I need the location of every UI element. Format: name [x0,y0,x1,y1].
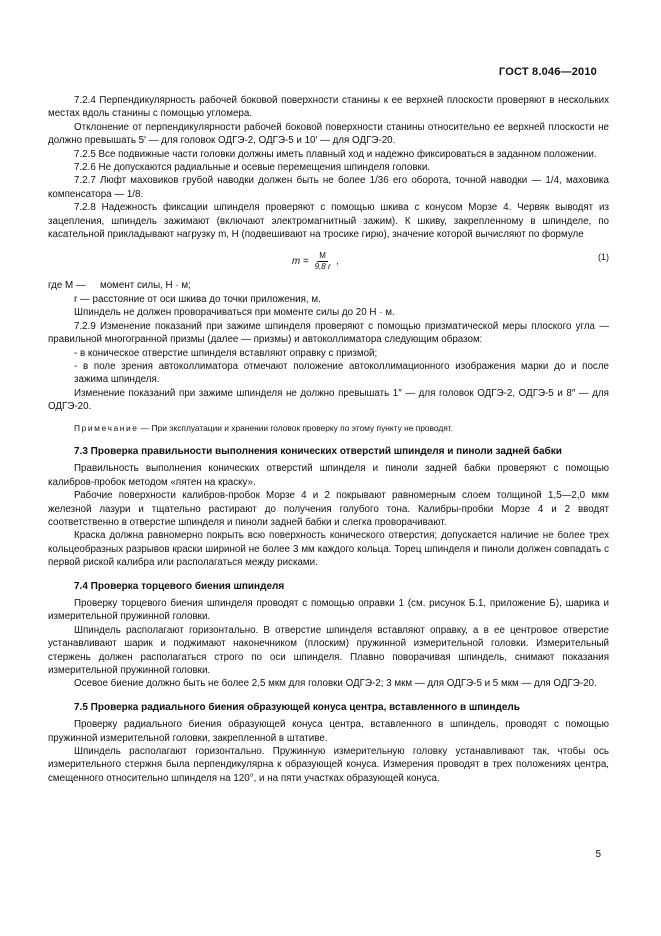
paragraph-7-2-7: 7.2.7 Люфт маховиков грубой наводки должен быть не более 1/36 его оборота, точной наводки — 1/4, маховика компенсатора — 1/8. [48,175,609,200]
paragraph-7-3-b: Рабочие поверхности калибров-пробок Морзе 4 и 2 покрывают равномерным слоем толщиной 1,5—2,0 мкм железной лазури и тщательно растирают до получения голубого тона. Калибры-пробки Морзе 4 и 2 вводят соответственно в отверстие шпинделя и пиноли задней бабки и слегка проворачивают. [48,490,609,528]
paragraph-7-2-4: 7.2.4 Перпендикулярность рабочей боковой поверхности станины к ее верхней плоскости проверяют в нескольких местах вдоль станины с помощью угломера. [48,95,609,120]
formula-number: (1) [598,252,609,263]
section-7-4-heading: 7.4 Проверка торцевого биения шпинделя [74,580,285,592]
section-7-5-heading: 7.5 Проверка радиального биения образующей конуса центра, вставленного в шпиндель [74,701,520,713]
formula-numerator: M [319,251,326,261]
paragraph-7-4-b: Шпиндель располагают горизонтально. В отверстие шпинделя вставляют оправку, а в ее центровое отверстие устанавливают шарик и поджимают наконечником (плоским) пружинной измерительной головки. Измерительный стержень должен располагаться строго по оси шпинделя. Плавно поворачивая шпиндель, снимают показания измерительной пружинной головки. [48,624,609,677]
document-body [48,94,609,785]
paragraph-7-4-c: Осевое биение должно быть не более 2,5 мкм для головки ОДГЭ-2; 3 мкм — для ОДГЭ-5 и 5 мкм — для ОДГЭ-20. [74,678,597,690]
formula-lhs: m = [292,256,309,268]
formula-fraction [313,251,333,272]
section-7-3-heading: 7.3 Проверка правильности выполнения конических отверстий шпинделя и пиноли задней бабки [74,445,562,457]
paragraph-7-2-6: 7.2.6 Не допускаются радиальные и осевые перемещения шпинделя головки. [74,162,431,174]
paragraph-7-2-4-deviation: Отклонение от перпендикулярности рабочей боковой поверхности станины относительно ее верхней плоскости не должно превышать 5′ — для головок ОДГЭ-2, ОДГЭ-5 и 10′ — для ОДГЭ-20. [48,121,609,147]
page-number: 5 [595,849,601,860]
formula-denominator: 9,8 r [314,262,331,272]
list-item-2: - в поле зрения автоколлиматора отмечают положение автоколлимационного изображения марки до и после зажима шпинделя. [74,360,609,386]
where-block [48,279,609,306]
note-text: — При эксплуатации и хранении головок проверку по этому пункту не проводят. [138,422,454,433]
paragraph-7-2-9: 7.2.9 Изменение показаний при зажиме шпинделя проверяют с помощью призматической меры плоского угла — правильной многогранной призмы (далее — призмы) и автоколлиматора следующим образом: [48,320,609,346]
paragraph-7-2-5: 7.2.5 Все подвижные части головки должны иметь плавный ход и надежно фиксироваться в заданном положении. [74,148,597,160]
paragraph-7-5-b: Шпиндель располагают горизонтально. Пружинную измерительную головку устанавливают так, чтобы ось измерительного стержня была перпендикулярна к образующей конуса. Измерения проводят в трех положениях центра, смещенного относительно шпинделя на 120°, и на пяти участках образующей конуса. [48,746,609,784]
paragraph-7-3-c: Краска должна равномерно покрыть всю поверхность конического отверстия; допускается наличие не более трех кольцеобразных разрывов краски шириной не более 3 мм каждого кольца. Торец шпинделя и пиноли должен совпадать с первой риской калибра или располагаться между рисками. [48,530,609,569]
paragraph-7-4-a: Проверку торцевого биения шпинделя проводят с помощью оправки 1 (см. рисунок Б.1, приложение Б), шарика и измерительной пружинной головки. [48,598,609,623]
paragraph-7-2-8-limit: Шпиндель не должен проворачиваться при моменте силы до 20 Н · м. [74,307,395,319]
where-def-r: r — расстояние от оси шкива до точки приложения, м. [74,293,321,305]
where-def-m: момент силы, Н · м; [100,280,191,292]
list-item-1: - в коническое отверстие шпинделя вставляют оправку с призмой; [74,347,378,359]
where-term-m: где М — [48,280,86,292]
paragraph-7-3-a: Правильность выполнения конических отверстий шпинделя и пиноли задней бабки проверяют с помощью калибров-пробок методом «пятен на краску». [48,463,609,488]
formula-tail: , [336,256,340,268]
paragraph-7-2-8: 7.2.8 Надежность фиксации шпинделя проверяют с помощью шкива с конусом Морзе 4. Червяк выводят из зацепления, шпиндель зажимают (включают электромагнитный зажим). К шкиву, закрепленному в шпинделе, по касательной прикладывают нагрузку m, Н (подвешивают на тросике гирю), значение которой вычисляют по формуле [48,202,609,241]
paragraph-7-5-a: Проверку радиального биения образующей конуса центра, вставленного в шпиндель, проводят с помощью пружинной измерительной головки, закрепленной в штативе. [48,719,609,744]
note [48,422,609,435]
document-header: ГОСТ 8.046—2010 [498,66,597,78]
formula-1 [48,245,609,279]
note-label: Примечание [74,422,139,433]
paragraph-7-2-9-limit: Изменение показаний при зажиме шпинделя не должно превышать 1″ — для головок ОДГЭ-2, ОДГЭ-5 и 8″ — для ОДГЭ-20. [48,387,609,413]
